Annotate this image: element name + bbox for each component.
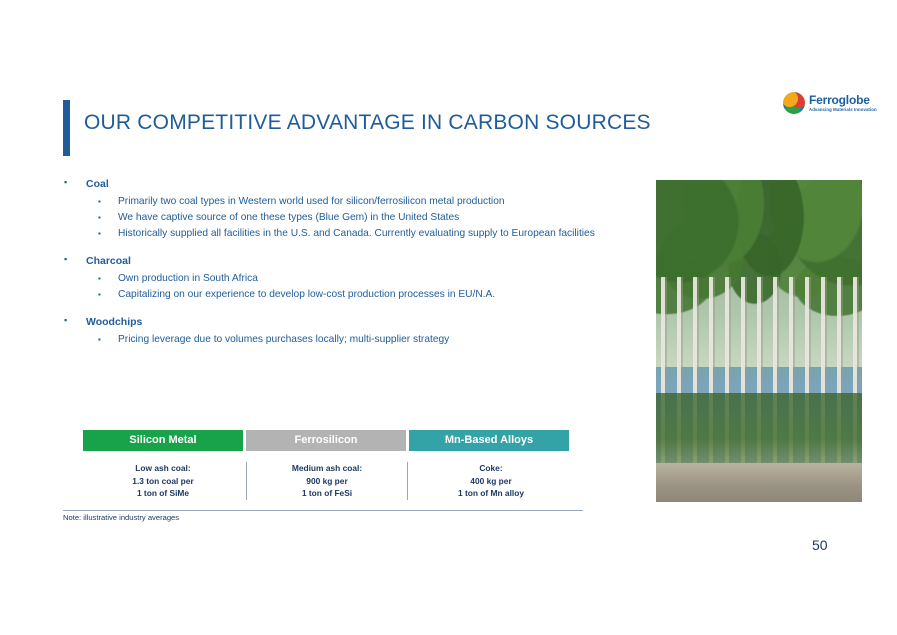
page-number: 50 — [812, 537, 828, 553]
table-header-row — [83, 430, 580, 451]
table-cell-line: 1 ton of SiMe — [136, 488, 190, 498]
bullet-item: ▪ Pricing leverage due to volumes purchases locally; multi-supplier strategy — [62, 332, 642, 347]
table-cell-line: 1 ton of FeSi — [301, 488, 353, 498]
note-divider — [63, 510, 583, 511]
table-header-ferrosilicon: Ferrosilicon — [246, 430, 406, 451]
photo-understory — [656, 393, 862, 470]
bullet-content — [62, 178, 642, 361]
bullet-group-coal — [62, 178, 642, 241]
bullet-sublist — [62, 271, 642, 302]
table-cell-silicon-metal — [83, 462, 243, 500]
page-title: OUR COMPETITIVE ADVANTAGE IN CARBON SOURCES — [84, 111, 651, 134]
carbon-sources-table — [83, 430, 580, 500]
table-cell-line: 900 kg per — [306, 475, 348, 486]
eucalyptus-plantation-photo — [656, 180, 862, 502]
bullet-heading: ▪ Coal — [62, 178, 642, 190]
bullet-item: ▪ We have captive source of one these types (Blue Gem) in the United States — [62, 210, 642, 225]
logo-tagline: Advancing Materials Innovation — [809, 106, 877, 112]
bullet-item: ▪ Own production in South Africa — [62, 271, 642, 286]
table-cell-line: Low ash coal: — [135, 463, 191, 473]
table-header-mn-based-alloys: Mn-Based Alloys — [409, 430, 569, 451]
photo-ground — [656, 463, 862, 502]
ferroglobe-globe-icon — [783, 92, 805, 114]
logo-name: Ferroglobe — [809, 92, 870, 107]
table-cell-line: 400 kg per — [470, 475, 512, 486]
table-cell-line: 1.3 ton coal per — [132, 475, 194, 486]
table-cell-ferrosilicon — [246, 462, 408, 500]
bullet-heading: ▪ Charcoal — [62, 255, 642, 267]
table-cell-mn-based-alloys — [411, 462, 571, 500]
table-cell-line: Medium ash coal: — [291, 463, 363, 473]
bullet-sublist — [62, 194, 642, 241]
bullet-group-woodchips — [62, 316, 642, 347]
bullet-group-charcoal — [62, 255, 642, 302]
footnote: Note: illustrative industry averages — [63, 513, 180, 522]
table-cell-line: Coke: — [479, 463, 503, 473]
bullet-sublist — [62, 332, 642, 347]
bullet-item: ▪ Historically supplied all facilities in the U.S. and Canada. Currently evaluating supply to European facilities — [62, 226, 642, 241]
company-logo — [783, 88, 883, 118]
table-body-row — [83, 462, 580, 500]
bullet-item: ▪ Primarily two coal types in Western world used for silicon/ferrosilicon metal production — [62, 194, 642, 209]
table-header-silicon-metal: Silicon Metal — [83, 430, 243, 451]
table-cell-line: 1 ton of Mn alloy — [457, 488, 525, 498]
title-accent-bar — [63, 100, 70, 156]
bullet-item: ▪ Capitalizing on our experience to develop low-cost production processes in EU/N.A. — [62, 287, 642, 302]
logo-text — [809, 94, 877, 112]
bullet-heading: ▪ Woodchips — [62, 316, 642, 328]
